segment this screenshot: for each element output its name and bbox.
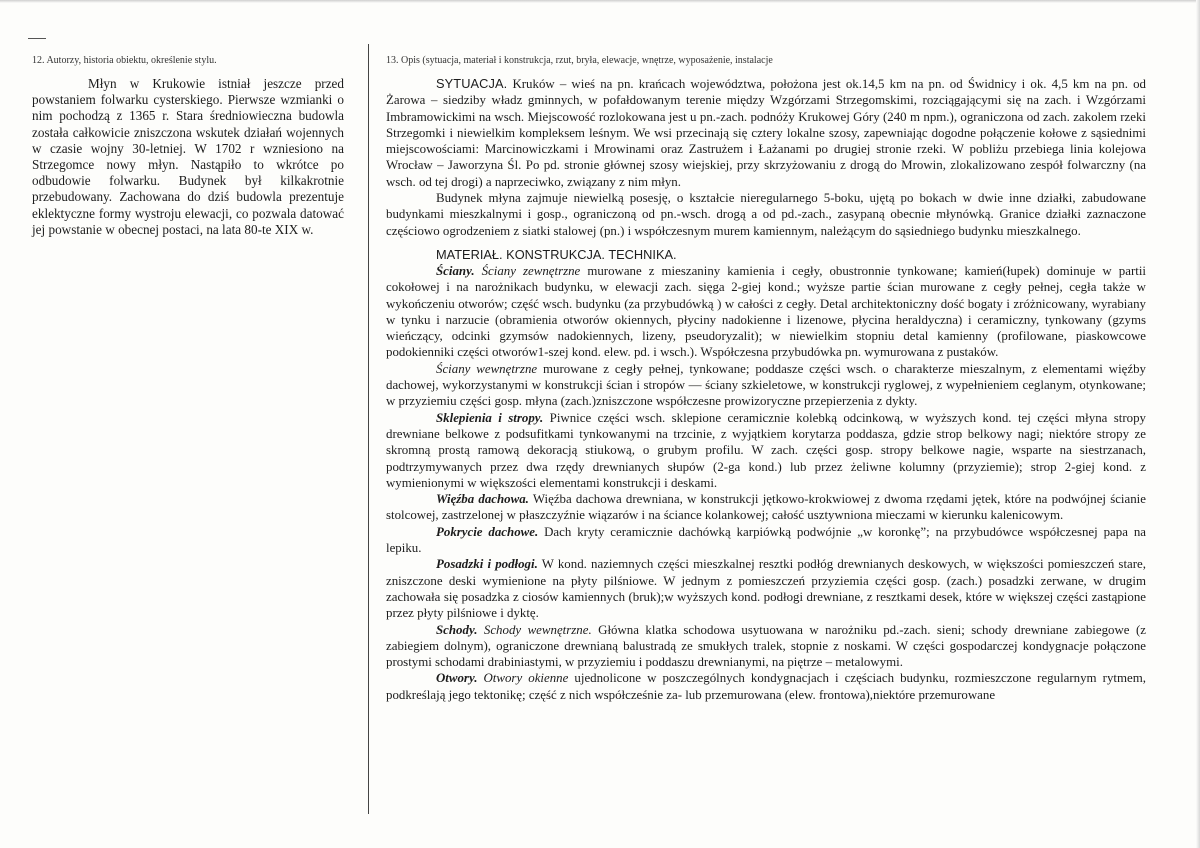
posadzki-title: Posadzki i podłogi.	[436, 557, 538, 572]
otwory-subtitle: Otwory okienne	[483, 671, 569, 686]
sytuacja-label: SYTUACJA.	[436, 76, 508, 91]
posadzki-paragraph	[386, 556, 1146, 621]
right-column	[386, 54, 1146, 703]
schody-title: Schody.	[436, 622, 478, 637]
right-column-header: 13. Opis (sytuacja, materiał i konstrukcja, rzut, bryła, elewacje, wnętrze, wyposażenie, instalacje	[386, 55, 773, 66]
sklepienia-text: Piwnice części wsch. sklepione ceramicznie kolebką odcinkową, w wyższych kond. tej części młyna stropy drewniane belkowe z podsufitkami tynkowanymi na trzcinie, z wyjątkiem korytarza poddasza, gdzie strop belkowy nagi; niektóre stropy ze skromną prostą ramową dekoracją stiukową, o grubym profilu. W zach. części gosp. stropy belkowe nagie, wsparte na siestrzanach, podtrzymywanych przez dwa rzędy drewnianych słupów (2-ga kond.) lub przez żeliwne kolumny (przyziemie); strop 2-giej kond. z wymienionymi w większości elementami konstrukcji i deskami.	[386, 410, 1146, 490]
left-column-header: 12. Autorzy, historia obiektu, określenie stylu.	[32, 55, 217, 66]
scan-edge-top	[0, 0, 1200, 3]
history-paragraph: Młyn w Krukowie istniał jeszcze przed powstaniem folwarku cysterskiego. Pierwsze wzmianki o nim pochodzą z 1365 r. Stara średniowieczna budowla została całkowicie zniszczona wskutek działań wojennych w czasie wojny 30-letniej. W 1702 r wzniesiono na Strzegomce nowy młyn. Nastąpiło to wkrótce po odbudowie folwarku. Budynek był kilkakrotnie przebudowany. Zachowana do dziś budowla prezentuje eklektyczne formy wystroju elewacji, co pozwala datować jej powstanie w obecnej postaci, na lata 80-te XIX w.	[32, 76, 344, 237]
otwory-text: ujednolicone w poszczególnych kondygnacjach i częściach budynku, rozmieszczone regularnym rytmem, podkreślają jego tektonikę; część z nich współcześnie za- lub przemurowana (elew. frontowa),niektóre przemurowane	[386, 671, 1146, 702]
left-column	[32, 54, 344, 238]
wiezba-title: Więźba dachowa.	[436, 492, 529, 507]
sciany-wewnetrzne-subtitle: Ściany wewnętrzne	[436, 361, 538, 376]
schody-paragraph	[386, 622, 1146, 671]
sytuacja-paragraph	[386, 76, 1146, 190]
scan-edge-right	[1196, 0, 1200, 848]
sciany-title: Ściany.	[436, 263, 475, 278]
schody-subtitle: Schody wewnętrzne.	[483, 622, 592, 637]
posadzki-text: W kond. naziemnych części mieszkalnej resztki podłóg drewnianych deskowych, w większości pomieszczeń stare, zniszczone deski wymienione na płyty pilśniowe. W jednym z pomieszczeń przyziemia części gosp. (zach.) posadzki zerwane, w drugim zachowała się posadzka z ciosów kamiennych (bruk);w wyższych kond. podłogi drewniane, z resztkami desek, które w większej części zastąpione przez płyty pilśniowe i dyktę.	[386, 557, 1146, 621]
sklepienia-title: Sklepienia i stropy.	[436, 410, 544, 425]
otwory-title: Otwory.	[436, 671, 478, 686]
sciany-text: murowane z mieszaniny kamienia i cegły, obustronnie tynkowane; kamień(łupek) dominuje w partii cokołowej i na narożnikach budynku, w elewacji zach. sięga 2-giej kond.; wyższe partie ścian murowane z cegły pełnej, cegła także w wykończeniu otworów; część wsch. budynku (za przybudówką ) w całości z cegły. Detal architektoniczny dość bogaty i zróżnicowany, wyrabiany w tynku i narzucie (obramienia otworów okiennych, płyciny nadokienne i lizenowe, płycina heraldyczna) i ceramiczny, tynkowany (gzyms wieńczący, odcinki gzymsów nadokiennych, lizeny, pseudoryzalit); w niewielkim stopniu detal kamienny (profilowane, piaskowcowe podokienniki części otworów1-szej kond. elew. pd. i wsch.). Współczesna przybudówka pn. wymurowana z pustaków.	[386, 263, 1146, 360]
column-divider	[368, 44, 369, 814]
pokrycie-paragraph	[386, 524, 1146, 557]
pokrycie-text: Dach kryty ceramicznie dachówką karpiówką podwójnie „w koronkę”; na przybudówce współczesnej papa na lepiku.	[386, 524, 1146, 556]
sytuacja-text: Kruków – wieś na pn. krańcach województwa, położona jest ok.14,5 km na pn. od Świdnicy i ok. 4,5 km na pn. od Żarowa – siedziby władz gminnych, w pofałdowanym terenie między Wzgórzami Strzegomskimi, rozciągającymi się na zach. i Wzgórzami Imbramowickimi na wsch. Miejscowość rozlokowana jest u pn.-zach. podnóży Krukowej Góry (240 m npm.), ograniczona od zach. zakolem rzeki Strzegomki i niewielkim kompleksem leśnym. We wsi przecinają się cztery lokalne szosy, zapewniając dogodne połączenie kołowe z sąsiednimi miejscowościami: Marcinowiczkami i Mrowinami oraz Zastrużem i Łażanami po drugiej stronie rzeki. W pobliżu przebiega linia kolejowa Wrocław – Jaworzyna Śl. Po pd. stronie głównej szosy wiejskiej, przy skrzyżowaniu z drogą do Mrowin, zlokalizowano zespół folwarczny (na wsch. od tej drogi) a naprzeciwko, związany z nim młyn.	[386, 77, 1146, 189]
sciany-wewnetrzne-paragraph	[386, 361, 1146, 410]
sklepienia-paragraph	[386, 410, 1146, 491]
schody-text: Główna klatka schodowa usytuowana w narożniku pd.-zach. sieni; schody drewniane zabiegowe (z zabiegiem dolnym), ograniczone drewnianą balustradą ze smukłych tralek, stopnie z noskami. W części gospodarczej kondygnacje połączone prostymi schodami drabiniastymi, w przyziemiu i poddaszu drewnianymi, na piętrze – metalowymi.	[386, 622, 1146, 670]
budynek-paragraph: Budynek młyna zajmuje niewielką posesję, o kształcie nieregularnego 5-boku, ujętą po bokach w dwie inne działki, zabudowane budynkami mieszkalnymi i gosp., ograniczoną od pn.-wsch. drogą a od pd.-zach., zasypaną obecnie młynówką. Granice działki zaznaczone częściowo ogrodzeniem z siatki stalowej (pn.) i współczesnym murem kamiennym, należącym do sąsiedniego budynku mieszkalnego.	[386, 191, 1146, 238]
sciany-paragraph	[386, 263, 1146, 361]
wiezba-text: Więźba dachowa drewniana, w konstrukcji jętkowo-krokwiowej z dwoma rzędami jętek, które na podwójnej ścianie stolcowej, zastrzelonej w płaszczyźnie wiązarów i na ściance kolankowej; całość usztywniona mieczami w kierunku kalenicowym.	[386, 492, 1146, 523]
scan-mark	[28, 38, 46, 39]
pokrycie-title: Pokrycie dachowe.	[436, 524, 539, 539]
otwory-paragraph	[386, 670, 1146, 703]
sciany-subtitle: Ściany zewnętrzne	[481, 263, 581, 278]
wiezba-paragraph	[386, 491, 1146, 524]
material-heading: MATERIAŁ. KONSTRUKCJA. TECHNIKA.	[436, 246, 677, 262]
sciany-wewnetrzne-text: murowane z cegły pełnej, tynkowane; poddasze części wsch. o charakterze mieszalnym, z elementami więźby dachowej, wykorzystanymi w konstrukcji ścian i stropów — ściany szkieletowe, w konstrukcji ryglowej, z wypełnieniem ceglanym, otynkowane; w przyziemiu części gosp. młyna (zach.)zniszczone współczesne prowizoryczne przepierzenia z dykty.	[386, 361, 1146, 409]
